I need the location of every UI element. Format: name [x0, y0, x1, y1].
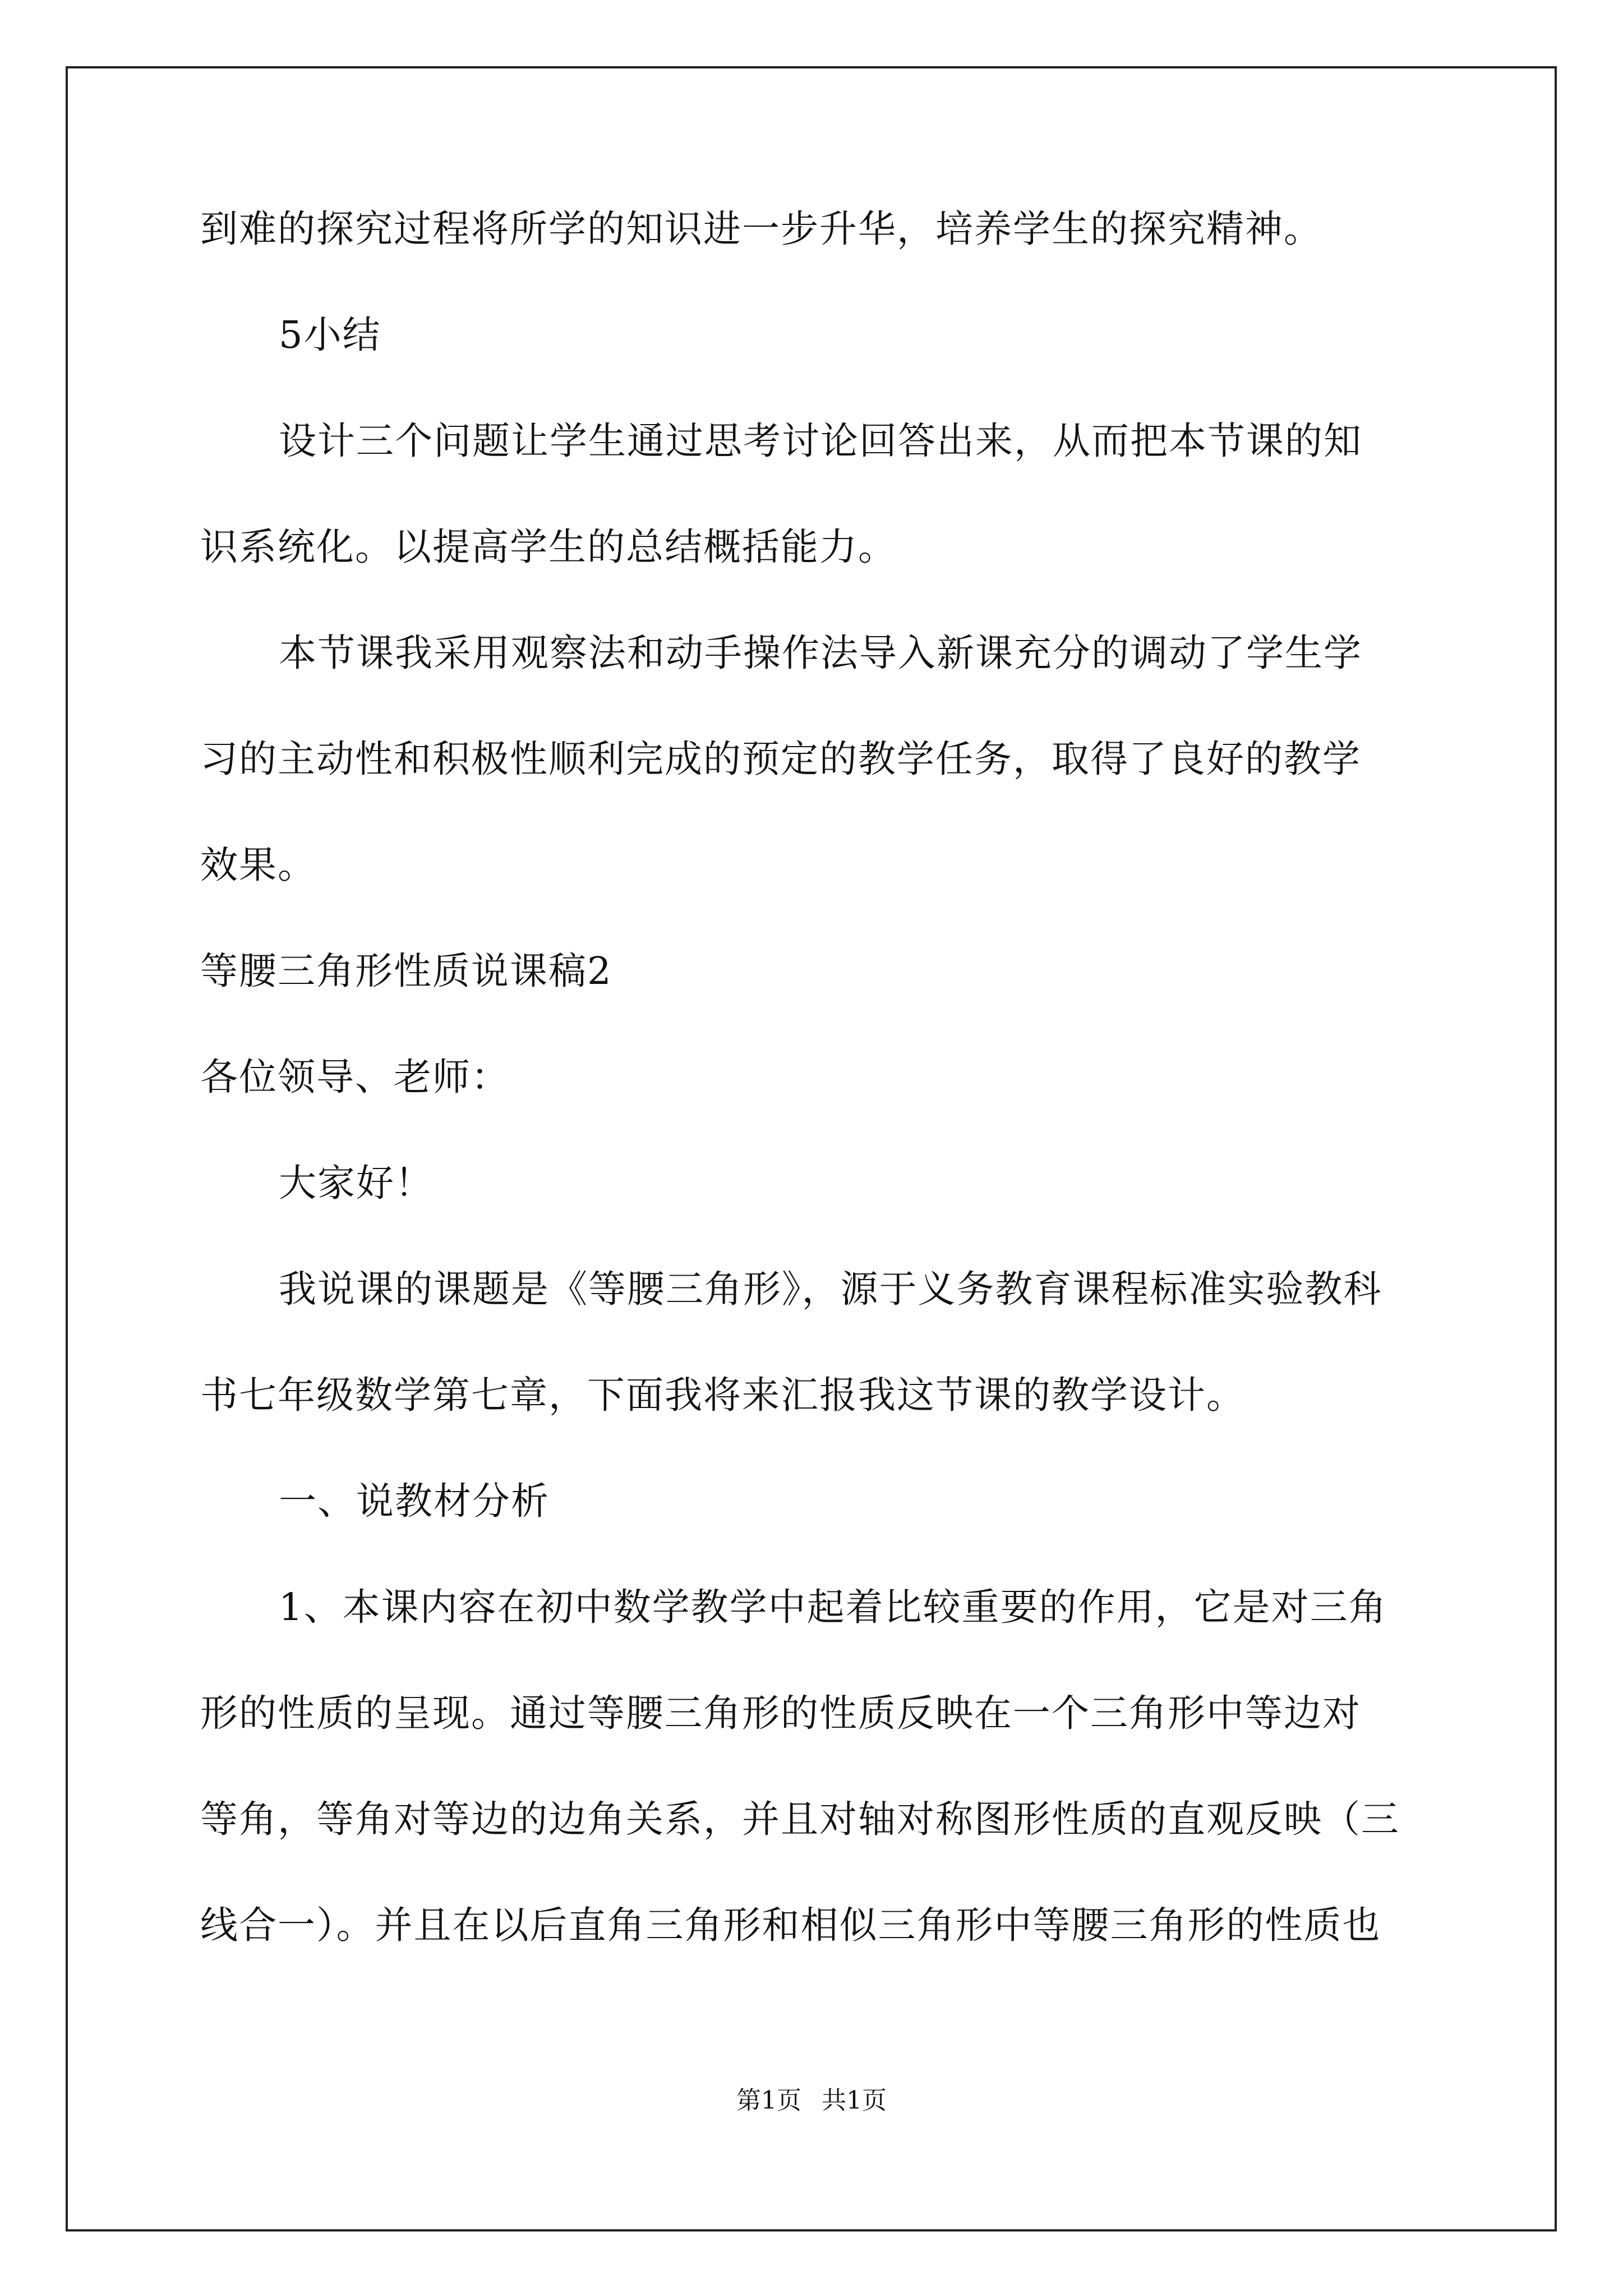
paragraph-line: 本节课我采用观察法和动手操作法导入新课充分的调动了学生学 [279, 631, 1362, 675]
paragraph-line: 设计三个问题让学生通过思考讨论回答出来，从而把本节课的知 [279, 419, 1362, 463]
section-heading: 一、说教材分析 [279, 1479, 550, 1523]
page-footer [0, 2084, 1623, 2118]
paragraph-line: 书七年级数学第七章，下面我将来汇报我这节课的教学设计。 [200, 1373, 1245, 1417]
paragraph-line: 到难的探究过程将所学的知识进一步升华，培养学生的探究精神。 [200, 207, 1322, 251]
paragraph-line: 形的性质的呈现。通过等腰三角形的性质反映在一个三角形中等边对 [200, 1691, 1361, 1735]
paragraph-line: 识系统化。以提高学生的总结概括能力。 [200, 525, 897, 569]
page-count: 共1页 [822, 2086, 887, 2115]
salutation: 各位领导、老师： [200, 1055, 510, 1099]
paragraph-line: 习的主动性和积极性顺利完成的预定的教学任务，取得了良好的教学 [200, 737, 1361, 781]
page-number: 第1页 [736, 2086, 801, 2115]
paragraph-line: 效果。 [200, 843, 316, 887]
paragraph-line: 1、本课内容在初中数学教学中起着比较重要的作用，它是对三角 [279, 1585, 1387, 1629]
section-heading: 5小结 [279, 313, 381, 357]
document-title: 等腰三角形性质说课稿2 [200, 949, 612, 993]
paragraph-line: 我说课的课题是《等腰三角形》，源于义务教育课程标准实验教科 [279, 1267, 1382, 1311]
greeting: 大家好！ [279, 1161, 434, 1205]
paragraph-line: 线合一）。并且在以后直角三角形和相似三角形中等腰三角形的性质也 [200, 1903, 1381, 1947]
paragraph-line: 等角，等角对等边的边角关系，并且对轴对称图形性质的直观反映（三 [200, 1797, 1400, 1841]
